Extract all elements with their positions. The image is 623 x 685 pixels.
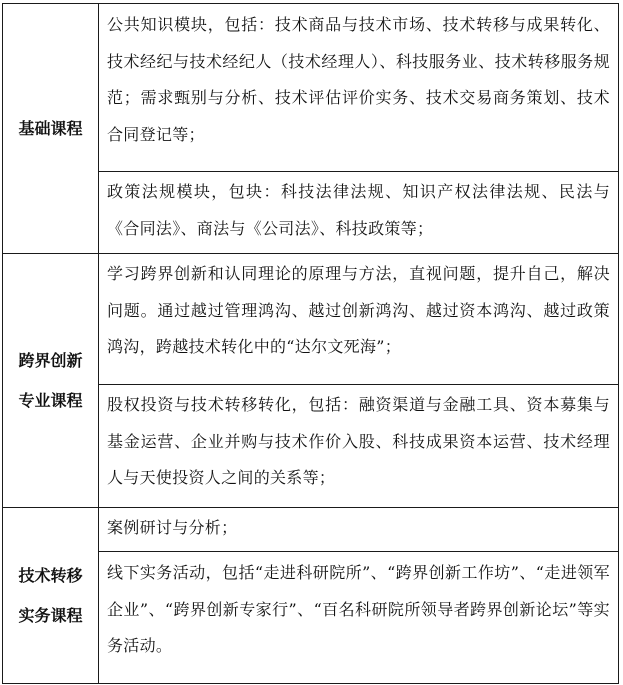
category-cell-practice <box>3 508 99 684</box>
category-label-line1: 技术转移 <box>18 565 83 585</box>
course-item-text: 政策法规模块，包块：科技法律法规、知识产权法律法规、民法与《合同法》、商法与《公司法》、科技政策等； <box>107 182 610 238</box>
course-item-text: 股权投资与技术转移转化，包括：融资渠道与金融工具、资本募集与基金运营、企业并购与技术作价入股、科技成果资本运营、技术经理人与天使投资人之间的关系等； <box>107 395 610 487</box>
table-row <box>3 508 619 552</box>
category-label: 基础课程 <box>18 118 83 138</box>
table-row <box>3 4 619 172</box>
content-cell <box>99 254 619 385</box>
content-cell <box>99 552 619 684</box>
category-label-line2: 实务课程 <box>18 605 83 625</box>
content-cell <box>99 4 619 172</box>
category-label-line2: 专业课程 <box>18 390 83 410</box>
category-cell-crossover <box>3 254 99 508</box>
category-cell-basic <box>3 4 99 254</box>
course-item-text: 公共知识模块，包括：技术商品与技术市场、技术转移与成果转化、技术经纪与技术经纪人（技术经理人）、科技服务业、技术转移服务规范；需求甄别与分析、技术评估评价实务、技术交易商务策划、技术合同登记等； <box>107 15 610 144</box>
content-cell <box>99 385 619 508</box>
course-item-text: 线下实务活动，包括“走进科研院所”、“跨界创新工作坊”、“走进领军企业”、“跨界创新专家行”、“百名科研院所领导者跨界创新论坛”等实务活动。 <box>107 563 610 655</box>
table-row <box>3 254 619 385</box>
content-cell <box>99 172 619 254</box>
course-item-text: 案例研讨与分析； <box>107 518 238 537</box>
curriculum-table <box>2 3 619 684</box>
content-cell <box>99 508 619 552</box>
category-label-line1: 跨界创新 <box>18 350 83 370</box>
course-item-text: 学习跨界创新和认同理论的原理与方法，直视问题，提升自己，解决问题。通过越过管理鸿沟、越过创新鸿沟、越过资本鸿沟、越过政策鸿沟，跨越技术转化中的“达尔文死海”； <box>107 264 610 356</box>
